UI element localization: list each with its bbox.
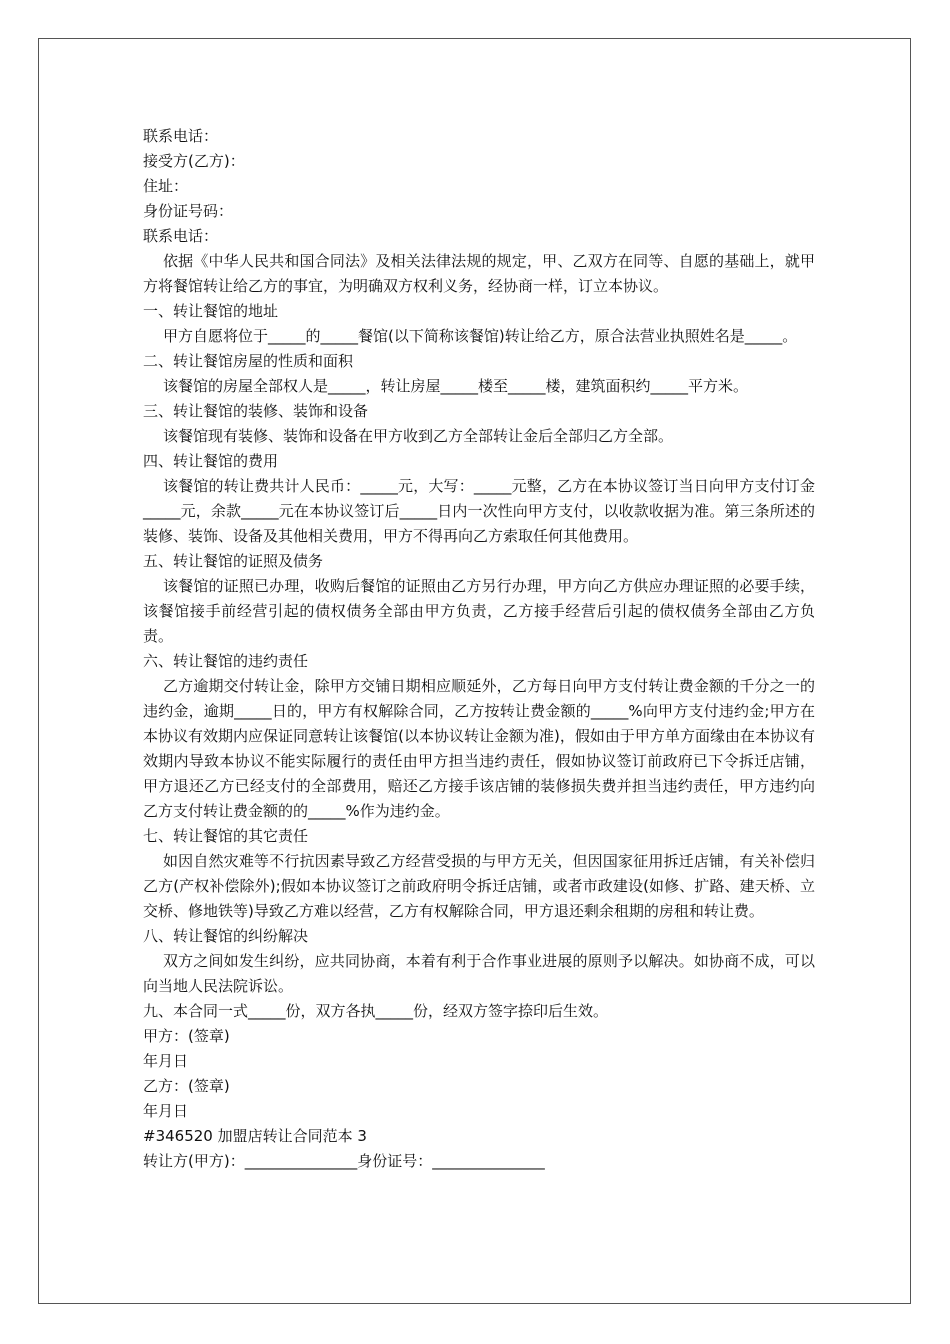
section-5-body: 该餐馆的证照已办理，收购后餐馆的证照由乙方另行办理，甲方向乙方供应办理证照的必要手续，该餐馆接手前经营引起的债权债务全部由甲方负责，乙方接手经营后引起的债权债务全部由乙方负责。: [143, 577, 815, 645]
section-2-body: 该餐馆的房屋全部权人是_____，转让房屋_____楼至_____楼，建筑面积约_____平方米。: [163, 377, 749, 395]
section-6-body: 乙方逾期交付转让金，除甲方交铺日期相应顺延外，乙方每日向甲方支付转让费金额的千分之一的违约金，逾期_____日的，甲方有权解除合同，乙方按转让费金额的_____%向甲方支付违约金;甲方在本协议有效期内应保证同意转让该餐馆(以本协议转让金额为准)，假如由于甲方单方面缘由在本协议有效期内导致本协议不能实际履行的责任由甲方担当违约责任，假如协议签订前政府已下令拆迁店铺，甲方退还乙方已经支付的全部费用，赔还乙方接手该店铺的装修损失费并担当违约责任，甲方违约向乙方支付转让费金额的的_____%作为违约金。: [143, 677, 815, 820]
intro-paragraph: 依据《中华人民共和国合同法》及相关法律法规的规定，甲、乙双方在同等、自愿的基础上，就甲方将餐馆转让给乙方的事宜，为明确双方权利义务，经协商一样，订立本协议。: [143, 252, 815, 295]
transferor-line: 转让方(甲方)：_______________身份证号：_______________: [143, 1152, 545, 1170]
section-1-heading: 一、转让餐馆的地址: [143, 302, 279, 320]
section-1-body: 甲方自愿将位于_____的_____餐馆(以下简称该餐馆)转让给乙方，原合法营业执照姓名是_____。: [163, 327, 798, 345]
contract-body: [143, 124, 815, 1174]
section-3-heading: 三、转让餐馆的装修、装饰和设备: [143, 402, 369, 420]
contact-phone-label-b: 联系电话：: [143, 227, 219, 245]
section-7-body: 如因自然灾难等不行抗因素导致乙方经营受损的与甲方无关，但因国家征用拆迁店铺，有关补偿归乙方(产权补偿除外);假如本协议签订之前政府明令拆迁店铺，或者市政建设(如修、扩路、建天桥、立交桥、修地铁等)导致乙方难以经营，乙方有权解除合同，甲方退还剩余租期的房租和转让费。: [143, 852, 815, 920]
section-7-heading: 七、转让餐馆的其它责任: [143, 827, 309, 845]
section-4-body: 该餐馆的转让费共计人民币：_____元，大写：_____元整，乙方在本协议签订当日向甲方支付订金_____元，余款_____元在本协议签订后_____日内一次性向甲方支付，以收款收据为准。第三条所述的装修、装饰、设备及其他相关费用，甲方不得再向乙方索取任何其他费用。: [143, 477, 815, 545]
next-contract-title: #346520 加盟店转让合同范本 3: [143, 1127, 367, 1145]
party-b-date: 年月日: [143, 1102, 189, 1120]
party-a-signature: 甲方：(签章): [143, 1027, 230, 1045]
party-a-date: 年月日: [143, 1052, 189, 1070]
party-b-signature: 乙方：(签章): [143, 1077, 230, 1095]
contact-phone-label: 联系电话：: [143, 127, 219, 145]
address-label: 住址：: [143, 177, 189, 195]
section-4-heading: 四、转让餐馆的费用: [143, 452, 279, 470]
section-9-line: 九、本合同一式_____份，双方各执_____份，经双方签字捺印后生效。: [143, 1002, 609, 1020]
party-b-label: 接受方(乙方)：: [143, 152, 245, 170]
section-3-body: 该餐馆现有装修、装饰和设备在甲方收到乙方全部转让金后全部归乙方全部。: [163, 427, 674, 445]
section-8-body: 双方之间如发生纠纷，应共同协商，本着有利于合作事业进展的原则予以解决。如协商不成，可以向当地人民法院诉讼。: [143, 952, 815, 995]
section-2-heading: 二、转让餐馆房屋的性质和面积: [143, 352, 354, 370]
section-6-heading: 六、转让餐馆的违约责任: [143, 652, 309, 670]
section-8-heading: 八、转让餐馆的纠纷解决: [143, 927, 309, 945]
section-5-heading: 五、转让餐馆的证照及债务: [143, 552, 324, 570]
id-number-label: 身份证号码：: [143, 202, 234, 220]
